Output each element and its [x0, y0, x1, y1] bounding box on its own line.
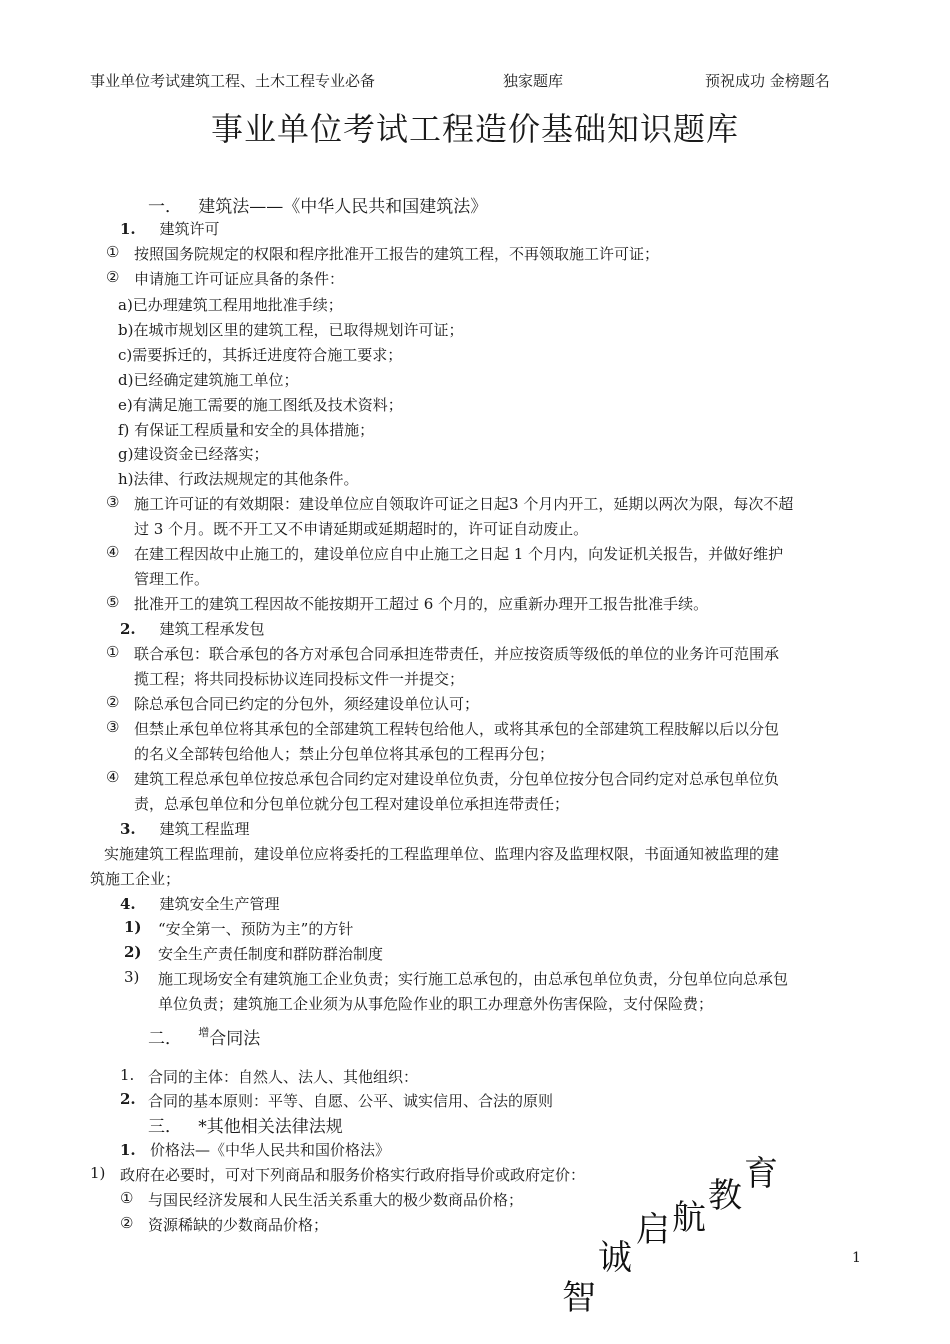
- watermark-char: 智: [562, 1278, 596, 1318]
- subsection-title: 建筑工程监理: [159, 820, 250, 838]
- section-2-title: 合同法: [209, 1029, 261, 1049]
- list-item-continuation: 揽工程；将共同投标协议连同投标文件一并提交；: [134, 670, 465, 688]
- paragraph: 实施建筑工程监理前，建设单位应将委托的工程监理单位、监理内容及监理权限，书面通知被监理的建: [104, 845, 780, 863]
- section-1-title: 建筑法——《中华人民共和国建筑法》: [198, 197, 488, 217]
- subsection-1-3-heading: [120, 818, 250, 839]
- section-1-heading: [148, 192, 487, 217]
- list-item-continuation: 过 3 个月。既不开工又不申请延期或延期超时的，许可证自动废止。: [134, 520, 589, 538]
- list-item: 除总承包合同已约定的分包外，须经建设单位认可；: [134, 695, 480, 713]
- subsection-number: 2.: [120, 620, 136, 638]
- list-item: 资源稀缺的少数商品价格；: [148, 1216, 329, 1234]
- subsection-number: 1.: [120, 220, 136, 238]
- list-item-continuation: 的名义全部转包给他人；禁止分包单位将其承包的工程再分包；: [134, 745, 555, 763]
- list-item: a)已办理建筑工程用地批准手续；: [118, 296, 343, 314]
- list-marker: ②: [106, 268, 120, 286]
- list-marker: ②: [120, 1214, 134, 1232]
- list-item: 在建工程因故中止施工的，建设单位应自中止施工之日起 1 个月内，向发证机关报告，并做好维护: [134, 545, 784, 563]
- list-marker: 1): [90, 1164, 106, 1182]
- subsection-1-1-heading: [120, 218, 220, 239]
- list-item: c)需要拆迁的，其拆迁进度符合施工要求；: [118, 346, 403, 364]
- list-marker: ②: [106, 693, 120, 711]
- section-2-number: 二．: [148, 1029, 182, 1049]
- list-item-continuation: 责，总承包单位和分包单位就分包工程对建设单位承担连带责任；: [134, 795, 570, 813]
- subsection-3-1-heading: [120, 1139, 390, 1160]
- list-item: 建筑工程总承包单位按总承包合同约定对建设单位负责，分包单位按分包合同约定对总承包单位负: [134, 770, 780, 788]
- list-item: e)有满足施工需要的施工图纸及技术资料；: [118, 396, 403, 414]
- section-3-heading: [148, 1112, 343, 1137]
- page-number: 1: [852, 1250, 861, 1266]
- list-item: 但禁止承包单位将其承包的全部建筑工程转包给他人，或将其承包的全部建筑工程肢解以后以分包: [134, 720, 780, 738]
- list-marker: ⑤: [106, 593, 120, 611]
- list-marker: 1): [124, 918, 142, 936]
- subsection-number: 3.: [120, 820, 136, 838]
- subsection-title: 建筑许可: [159, 220, 220, 238]
- list-marker: 2): [124, 943, 142, 961]
- list-item: f) 有保证工程质量和安全的具体措施；: [118, 421, 375, 439]
- list-marker: ③: [106, 718, 120, 736]
- list-marker: ①: [106, 243, 120, 261]
- subsection-number: 4.: [120, 895, 136, 913]
- list-item: h)法律、行政法规规定的其他条件。: [118, 470, 359, 488]
- watermark-char: 教: [708, 1176, 742, 1216]
- list-marker: 2.: [120, 1090, 136, 1108]
- list-item: 施工许可证的有效期限：建设单位应自领取许可证之日起3 个月内开工，延期以两次为限，每次不超: [134, 495, 794, 513]
- list-item-continuation: 单位负责；建筑施工企业须为从事危险作业的职工办理意外伤害保险，支付保险费；: [158, 995, 714, 1013]
- list-marker: ④: [106, 543, 120, 561]
- header-left: 事业单位考试建筑工程、土木工程专业必备: [90, 72, 376, 90]
- page-title: 事业单位考试工程造价基础知识题库: [210, 110, 739, 148]
- list-item: 安全生产责任制度和群防群治制度: [158, 945, 384, 963]
- list-item: 与国民经济发展和人民生活关系重大的极少数商品价格；: [148, 1191, 524, 1209]
- watermark-char: 启: [636, 1210, 670, 1250]
- list-marker: 1.: [120, 1066, 135, 1084]
- watermark-char: 航: [672, 1198, 706, 1238]
- subsection-number: 1.: [120, 1141, 136, 1159]
- list-item: g)建设资金已经落实；: [118, 445, 269, 463]
- list-item: 合同的基本原则：平等、自愿、公平、诚实信用、合法的原则: [148, 1092, 554, 1110]
- section-2-superscript: 增: [198, 1026, 210, 1039]
- list-item: 批准开工的建筑工程因故不能按期开工超过 6 个月的，应重新办理开工报告批准手续。: [134, 595, 709, 613]
- subsection-1-4-heading: [120, 893, 280, 914]
- subsection-1-2-heading: [120, 618, 265, 639]
- list-marker: ④: [106, 768, 120, 786]
- list-item-continuation: 管理工作。: [134, 570, 210, 588]
- header-center: 独家题库: [503, 72, 564, 90]
- list-item: 合同的主体：自然人、法人、其他组织：: [148, 1068, 419, 1086]
- list-item: d)已经确定建筑施工单位；: [118, 371, 299, 389]
- watermark-char: 育: [744, 1154, 778, 1194]
- list-marker: ①: [120, 1189, 134, 1207]
- section-2-heading: [148, 1024, 260, 1049]
- section-1-number: 一．: [148, 197, 182, 217]
- header-right: 预祝成功 金榜题名: [705, 72, 830, 90]
- paragraph: 政府在必要时，可对下列商品和服务价格实行政府指导价或政府定价：: [120, 1166, 586, 1184]
- list-item: 按照国务院规定的权限和程序批准开工报告的建筑工程，不再领取施工许可证；: [134, 245, 660, 263]
- list-item: “安全第一、预防为主”的方针: [158, 920, 354, 938]
- list-item: 申请施工许可证应具备的条件：: [134, 270, 345, 288]
- list-item: 施工现场安全有建筑施工企业负责；实行施工总承包的，由总承包单位负责，分包单位向总承包: [158, 970, 789, 988]
- subsection-title: 建筑工程承发包: [159, 620, 265, 638]
- list-marker: ③: [106, 493, 120, 511]
- list-marker: 3): [124, 968, 140, 986]
- list-marker: ①: [106, 643, 120, 661]
- list-item: b)在城市规划区里的建筑工程，已取得规划许可证；: [118, 321, 464, 339]
- list-item: 联合承包：联合承包的各方对承包合同承担连带责任，并应按资质等级低的单位的业务许可范围承: [134, 645, 780, 663]
- subsection-title: 价格法—《中华人民共和国价格法》: [149, 1141, 390, 1159]
- paragraph-continuation: 筑施工企业；: [90, 870, 181, 888]
- subsection-title: 建筑安全生产管理: [159, 895, 280, 913]
- watermark-char: 诚: [598, 1238, 632, 1278]
- section-3-title: *其他相关法律法规: [198, 1117, 343, 1137]
- section-3-number: 三．: [148, 1117, 182, 1137]
